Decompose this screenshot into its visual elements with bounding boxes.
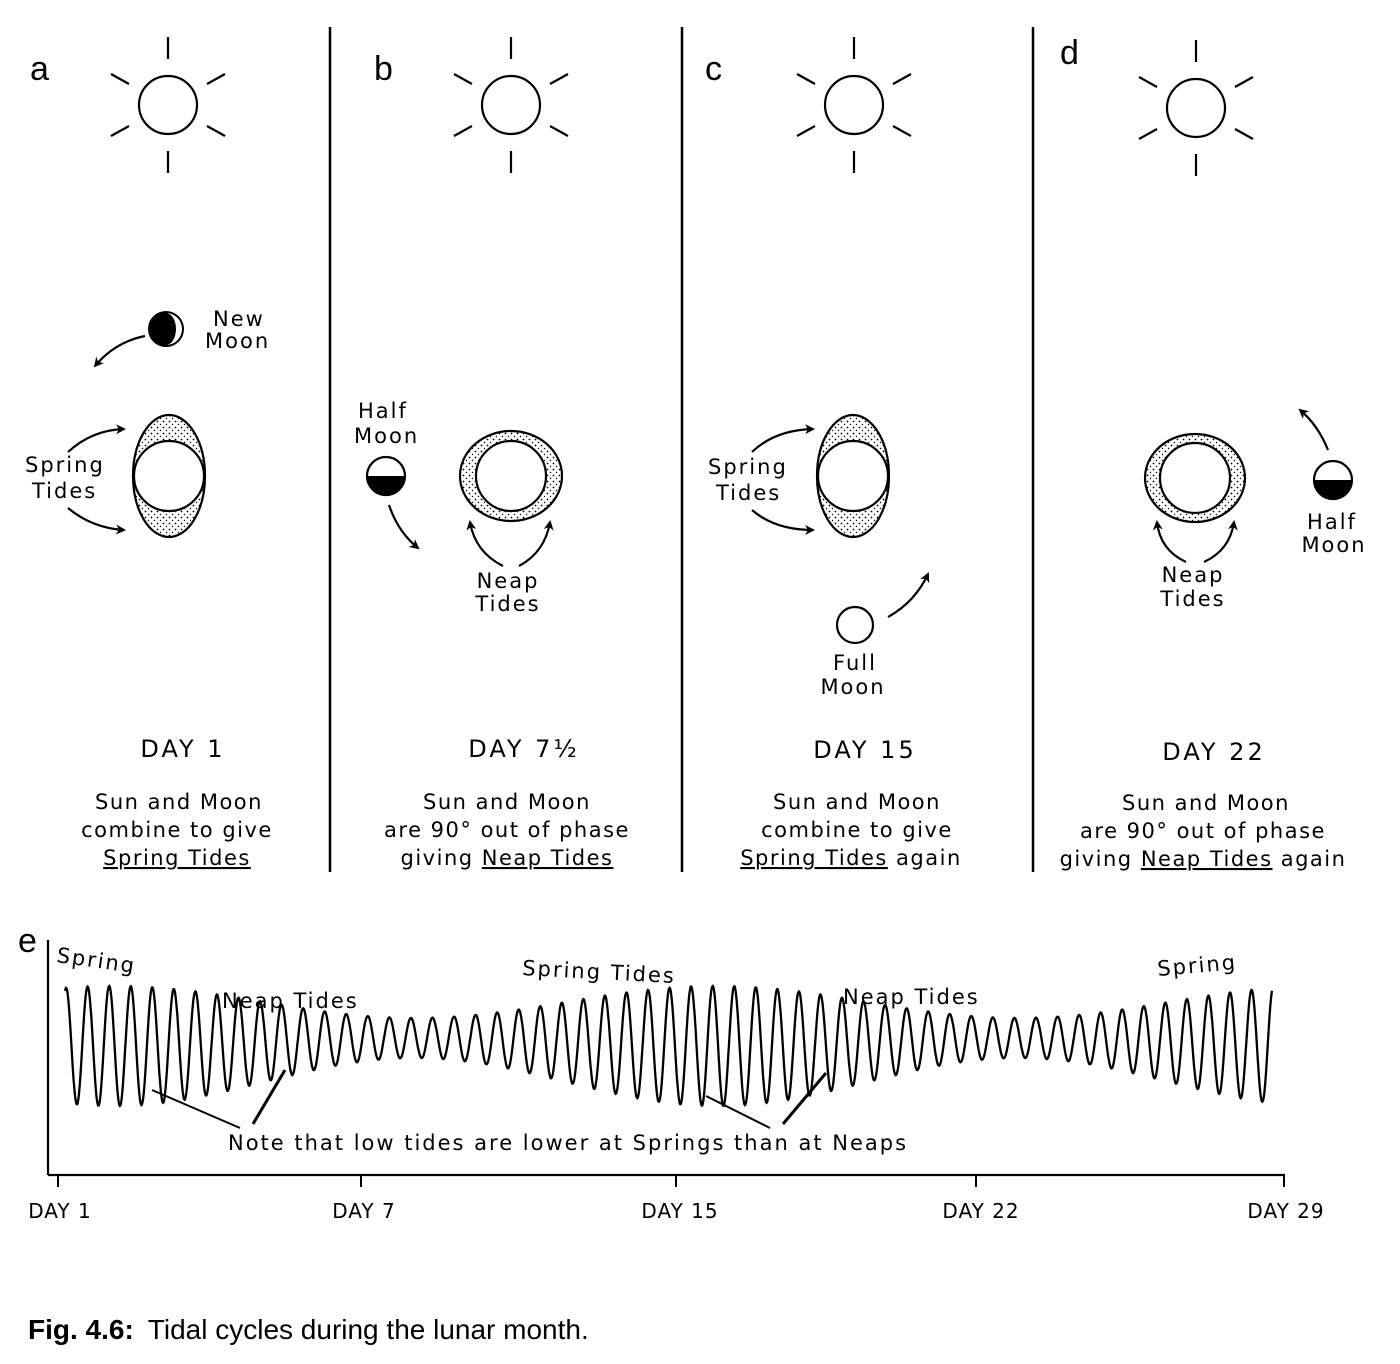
- sun-icon: [111, 37, 225, 173]
- tide-label: Spring: [25, 453, 105, 477]
- tide-arrow: [470, 522, 503, 566]
- moon-label: Moon: [354, 424, 420, 448]
- full-moon-icon: [837, 607, 873, 643]
- description-line: Sun and Moon: [773, 790, 941, 814]
- description-line: are 90° out of phase: [384, 818, 630, 842]
- description-line: Spring Tides again: [740, 846, 962, 870]
- half-moon-icon: [367, 457, 405, 495]
- panel-letter: e: [18, 922, 37, 960]
- spring-label: Spring Tides: [521, 956, 677, 989]
- earth-neap-bulge-icon: [1145, 434, 1245, 522]
- x-tick-label: DAY 29: [1247, 1199, 1325, 1223]
- note-text: Note that low tides are lower at Springs than at Neaps: [228, 1131, 909, 1155]
- day-title: DAY 22: [1162, 738, 1266, 766]
- x-tick-label: DAY 7: [332, 1199, 396, 1223]
- panel-letter: a: [30, 50, 49, 88]
- tide-arrow: [68, 508, 124, 530]
- neap-label: Neap Tides: [222, 989, 359, 1013]
- new-moon-icon: [149, 312, 183, 346]
- description-line: giving Neap Tides again: [1059, 847, 1347, 871]
- panel-letter: d: [1060, 34, 1079, 72]
- moon-label: Half: [1307, 510, 1357, 534]
- tide-arrow: [68, 429, 124, 452]
- description-line: Sun and Moon: [423, 790, 591, 814]
- neap-label: Neap Tides: [843, 985, 980, 1009]
- tide-label: Neap: [476, 569, 540, 593]
- moon-label: Full: [833, 651, 877, 675]
- panel-d: [1060, 34, 1367, 871]
- orbit-arrow: [888, 574, 928, 617]
- sun-icon: [1139, 40, 1253, 176]
- x-tick-label: DAY 22: [942, 1199, 1020, 1223]
- tide-label: Tides: [716, 481, 782, 505]
- tide-arrow: [1157, 522, 1186, 562]
- day-title: DAY 15: [813, 736, 917, 764]
- description-line: giving Neap Tides: [400, 846, 614, 870]
- moon-label: New: [213, 307, 265, 331]
- panel-letter: b: [374, 50, 393, 88]
- earth-spring-bulge-icon: [133, 415, 205, 537]
- description-line: Spring Tides: [103, 846, 251, 870]
- note-pointer: [152, 1090, 240, 1128]
- orbit-arrow: [95, 336, 145, 366]
- tide-arrow: [752, 510, 813, 530]
- description-line: are 90° out of phase: [1080, 819, 1326, 843]
- orbit-arrow: [1300, 410, 1328, 450]
- description-line: combine to give: [81, 818, 273, 842]
- x-tick-label: DAY 15: [641, 1199, 719, 1223]
- description-line: Sun and Moon: [95, 790, 263, 814]
- moon-label: Moon: [1301, 533, 1367, 557]
- moon-label: Half: [358, 399, 408, 423]
- tide-arrow: [1204, 522, 1234, 562]
- panel-c: [705, 37, 962, 870]
- tide-arrow: [519, 522, 550, 566]
- earth-spring-bulge-icon: [817, 415, 889, 537]
- panel-b: [354, 37, 630, 870]
- day-title: DAY 7½: [468, 735, 580, 763]
- tide-label: Neap: [1161, 563, 1225, 587]
- sun-icon: [454, 37, 568, 173]
- panel-a: [25, 37, 273, 870]
- orbit-arrow: [389, 505, 418, 548]
- tide-label: Spring: [708, 455, 788, 479]
- x-tick-label: DAY 1: [28, 1199, 92, 1223]
- description-line: combine to give: [761, 818, 953, 842]
- tide-graph: [18, 922, 1325, 1223]
- description-line: Sun and Moon: [1122, 791, 1290, 815]
- spring-label: Spring: [1156, 950, 1238, 981]
- earth-neap-bulge-icon: [460, 431, 562, 521]
- moon-label: Moon: [820, 675, 886, 699]
- tide-label: Tides: [32, 479, 98, 503]
- sun-icon: [797, 37, 911, 173]
- day-title: DAY 1: [140, 735, 226, 763]
- tide-label: Tides: [475, 592, 541, 616]
- spring-label: Spring: [55, 943, 138, 979]
- tide-arrow: [752, 429, 813, 452]
- figure-caption: Fig. 4.6: Tidal cycles during the lunar month.: [28, 1314, 589, 1345]
- tide-label: Tides: [1160, 587, 1226, 611]
- note-pointer: [706, 1096, 770, 1128]
- panel-letter: c: [705, 50, 722, 88]
- half-moon-icon: [1314, 461, 1352, 499]
- moon-label: Moon: [205, 329, 271, 353]
